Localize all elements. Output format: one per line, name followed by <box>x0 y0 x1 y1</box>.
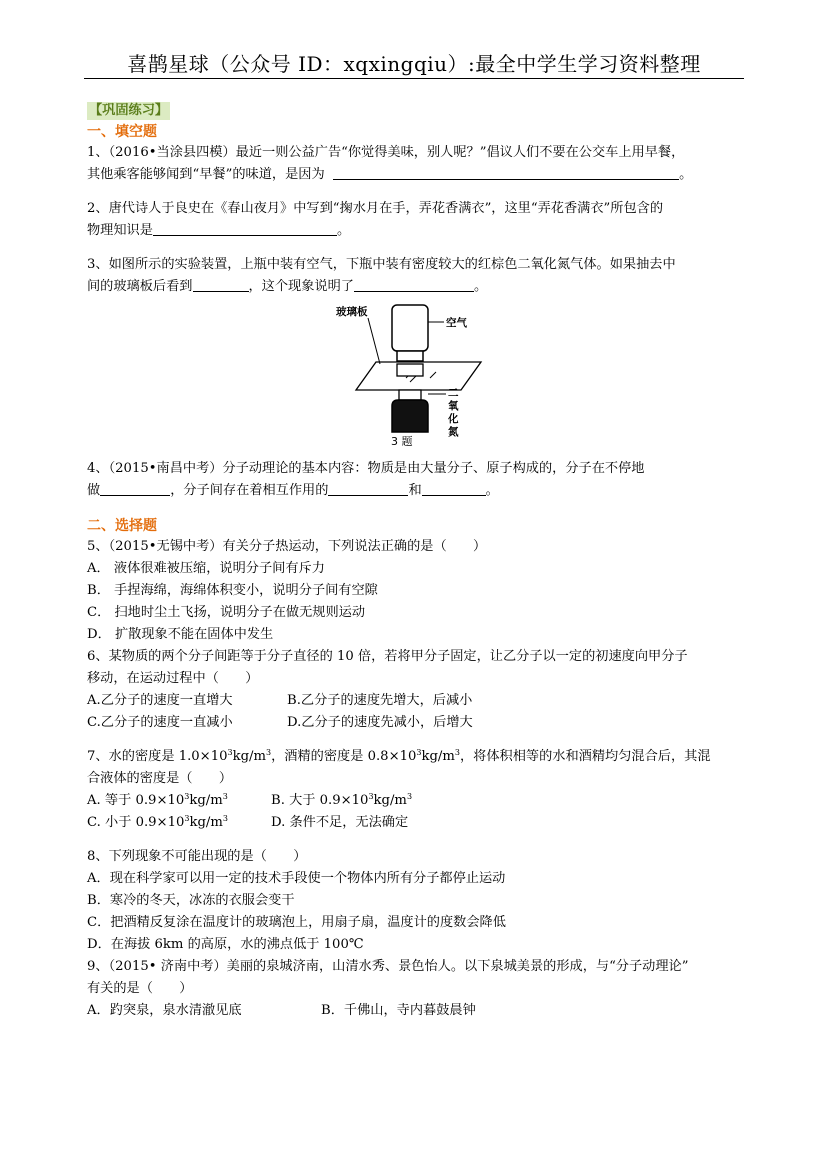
q5-option-a[interactable]: A． 液体很难被压缩，说明分子间有斥力 <box>87 561 325 576</box>
q6-stem-2: 移动，在运动过程中（ ） <box>87 671 259 686</box>
air-label: 空气 <box>446 317 467 329</box>
q3-blank-1[interactable] <box>193 277 249 292</box>
figure-3 <box>87 302 745 446</box>
q3-line2b: ，这个现象说明了 <box>248 279 354 294</box>
section-fill-blank-title: 一、填空题 <box>87 124 157 140</box>
q7-stem-1: 7、水的密度是 $1.0\times 10^3kg/m^3$，酒精的密度是 $0.8\times 10^3kg/m^3$，将体积相等的水和酒精均匀混合后，其混 <box>87 748 711 764</box>
q3-end: 。 <box>474 279 488 294</box>
q5-option-b[interactable]: B． 手捏海绵，海绵体积变小，说明分子间有空隙 <box>87 583 378 598</box>
question-6 <box>87 646 745 734</box>
q9-stem-2: 有关的是（ ） <box>87 981 193 996</box>
q4-line2 <box>87 480 745 502</box>
no2-label-2: 氧 <box>448 400 459 412</box>
q1-line1: 1、（2016•当涂县四模）最近一则公益广告“你觉得美味，别人呢？”倡议人们不要在公交车上用早餐， <box>87 145 685 160</box>
q4-w2: ，分子间存在着相互作用的 <box>170 483 329 498</box>
q5-option-c[interactable]: C． 扫地时尘土飞扬，说明分子在做无规则运动 <box>87 605 366 620</box>
q8-option-a[interactable]: A．现在科学家可以用一定的技术手段使一个物体内所有分子都停止运动 <box>87 871 506 886</box>
question-4 <box>87 458 745 502</box>
q4-end: 。 <box>485 483 499 498</box>
no2-label-3: 化 <box>448 413 459 425</box>
q6-option-c[interactable]: C.乙分子的速度一直减小 <box>87 715 233 730</box>
glass-plate-label: 玻璃板 <box>336 306 368 318</box>
q3-blank-2[interactable] <box>354 277 474 292</box>
q2-answer-blank[interactable] <box>153 221 337 236</box>
lower-bottle <box>392 400 428 432</box>
no2-label-1: 二 <box>448 387 459 399</box>
q2-line1: 2、唐代诗人于良史在《春山夜月》中写到“掬水月在手，弄花香满衣”，这里“弄花香满衣”所包含的 <box>87 201 664 216</box>
glass-plate-leader <box>368 318 380 364</box>
no2-label-4: 氮 <box>448 426 459 438</box>
q8-stem: 8、下列现象不可能出现的是（ ） <box>87 849 307 864</box>
q2-end: 。 <box>336 223 351 238</box>
q7-option-a[interactable]: A. 等于 $0.9\times 10^3kg/m^3$ <box>87 792 228 808</box>
q1-line2-text: 其他乘客能够闻到“早餐”的味道，是因为 <box>87 167 325 182</box>
q8-option-b[interactable]: B．寒冷的冬天，冰冻的衣服会变干 <box>87 893 295 908</box>
q5-option-d[interactable]: D． 扩散现象不能在固体中发生 <box>87 627 274 642</box>
question-1 <box>87 142 745 186</box>
q8-option-c[interactable]: C．把酒精反复涂在温度计的玻璃泡上，用扇子扇，温度计的度数会降低 <box>87 915 506 930</box>
q4-line1: 4、（2015•南昌中考）分子动理论的基本内容：物质是由大量分子、原子构成的，分子在不停地 <box>87 461 645 476</box>
q6-option-b[interactable]: B.乙分子的速度先增大，后减小 <box>287 693 473 708</box>
q7-option-d[interactable]: D. 条件不足，无法确定 <box>271 815 409 830</box>
question-7 <box>87 746 745 834</box>
question-5 <box>87 536 745 646</box>
gas-diffusion-diagram <box>336 302 496 446</box>
upper-bottle <box>392 305 428 351</box>
question-9 <box>87 956 745 1022</box>
exercise-tag: 【巩固练习】 <box>89 103 169 118</box>
q4-w1: 做 <box>87 483 101 498</box>
q7-stem-2: 合液体的密度是（ ） <box>87 771 233 786</box>
upper-bottle-neck <box>397 351 423 361</box>
q7-option-b[interactable]: B. 大于 $0.9\times 10^3kg/m^3$ <box>271 792 413 808</box>
question-3 <box>87 254 745 298</box>
section-choice-title: 二、选择题 <box>87 518 157 534</box>
q7-option-c[interactable]: C. 小于 $0.9\times 10^3kg/m^3$ <box>87 814 228 830</box>
q9-option-b[interactable]: B．千佛山，寺内暮鼓晨钟 <box>321 1003 476 1018</box>
q3-line2a: 间的玻璃板后看到 <box>87 279 193 294</box>
q5-stem: 5、（2015•无锡中考）有关分子热运动，下列说法正确的是（ ） <box>87 539 487 554</box>
worksheet-content <box>87 102 745 1022</box>
q1-line2 <box>87 164 745 186</box>
header-divider <box>84 78 744 79</box>
q6-option-a[interactable]: A.乙分子的速度一直增大 <box>87 693 233 708</box>
q1-end: 。 <box>679 167 693 182</box>
q4-blank-1[interactable] <box>100 481 170 496</box>
page-header: 喜鹊星球（公众号 ID：xqxingqiu）:最全中学生学习资料整理 <box>127 52 701 76</box>
question-8 <box>87 846 745 956</box>
q9-stem-1: 9、（2015• 济南中考）美丽的泉城济南，山清水秀、景色怡人。以下泉城美景的形成，与“分子动理论” <box>87 959 689 974</box>
q3-line2 <box>87 276 745 298</box>
question-2 <box>87 198 745 242</box>
q6-stem-1: 6、某物质的两个分子间距等于分子直径的 10 倍，若将甲分子固定，让乙分子以一定的初速度向甲分子 <box>87 649 688 664</box>
q4-w3: 和 <box>408 483 422 498</box>
q1-answer-blank[interactable] <box>333 165 679 180</box>
q6-option-d[interactable]: D.乙分子的速度先减小，后增大 <box>287 715 473 730</box>
q4-blank-3[interactable] <box>422 481 486 496</box>
q9-option-a[interactable]: A．趵突泉，泉水清澈见底 <box>87 1003 242 1018</box>
q8-option-d[interactable]: D．在海拔 6km 的高原，水的沸点低于 100℃ <box>87 937 364 952</box>
figure-caption: 3 题 <box>391 435 413 446</box>
q4-blank-2[interactable] <box>328 481 408 496</box>
q3-line1: 3、如图所示的实验装置，上瓶中装有空气，下瓶中装有密度较大的红棕色二氧化氮气体。如果抽去中 <box>87 257 676 272</box>
q2-line2-text: 物理知识是 <box>87 223 153 238</box>
q2-line2 <box>87 220 745 242</box>
